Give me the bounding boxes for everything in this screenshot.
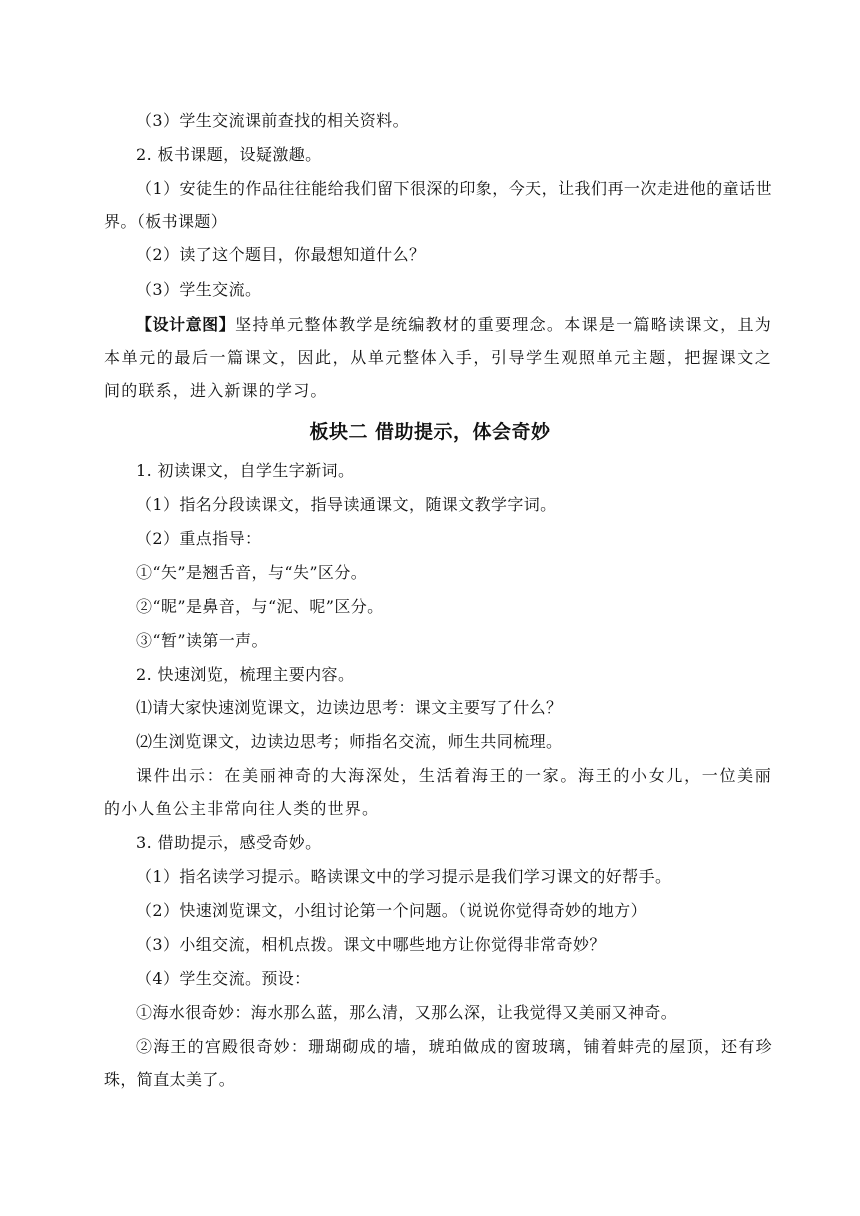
paragraph-group-discuss: （2）快速浏览课文，小组讨论第一个问题。（说说你觉得奇妙的地方） [136,901,647,920]
paragraph-group-exchange: （3）小组交流，相机点拨。课文中哪些地方让你觉得非常奇妙？ [136,935,606,954]
design-intent-label: 【设计意图】 [136,315,236,334]
paragraph-char-ni: ②“昵”是鼻音，与“泥、呢”区分。 [136,597,384,616]
paragraph-exchange-materials: （3）学生交流课前查找的相关资料。 [136,111,409,130]
paragraph-step-3-title: 3. 借助提示，感受奇妙。 [136,833,322,852]
paragraph-sea-water: ①海水很奇妙：海水那么蓝，那么清，又那么深，让我觉得又美丽又神奇。 [136,1003,678,1022]
paragraph-preset: （4）学生交流。预设： [136,969,311,988]
paragraph-step-2b-title: 2. 快速浏览，梳理主要内容。 [136,665,355,684]
paragraph-step-1-title: 1. 初读课文，自学生字新词。 [136,461,355,480]
section-heading: 板块二 借助提示，体会奇妙 [309,421,551,443]
paragraph-students-browse: ⑵生浏览课文，边读边思考；师指名交流，师生共同梳理。 [136,732,563,751]
paragraph-char-shi: ①“矢”是翘舌音，与“失”区分。 [136,563,368,582]
design-intent-paragraph [104,308,772,407]
paragraph-andersen-intro: （1）安徒生的作品往往能给我们留下很深的印象，今天，让我们再一次走进他的童话世界。（板书课题） [104,179,772,231]
paragraph-char-zan: ③“暂”读第一声。 [136,631,268,650]
paragraph-sea-palace: ②海王的宫殿很奇妙：珊瑚砌成的墙，琥珀做成的窗玻璃，铺着蚌壳的屋顶，还有珍珠，简直太美了。 [104,1037,772,1089]
paragraph-browse-text: ⑴请大家快速浏览课文，边读边思考：课文主要写了什么？ [136,698,563,717]
paragraph-key-guidance: （2）重点指导： [136,529,262,548]
courseware-display-paragraph: 课件出示：在美丽神奇的大海深处，生活着海王的一家。海王的小女儿，一位美丽的小人鱼公主非常向往人类的世界。 [104,766,772,818]
paragraph-students-exchange: （3）学生交流。 [136,280,262,299]
paragraph-step-2-title: 2. 板书课题，设疑激趣。 [136,145,322,164]
paragraph-read-prompt: （1）指名读学习提示。略读课文中的学习提示是我们学习课文的好帮手。 [136,867,672,886]
paragraph-read-by-section: （1）指名分段读课文，指导读通课文，随课文教学字词。 [136,495,557,514]
design-intent-text: 坚持单元整体教学是统编教材的重要理念。本课是一篇略读课文，且为本单元的最后一篇课文，因此，从单元整体入手，引导学生观照单元主题，把握课文之间的联系，进入新课的学习。 [104,315,773,400]
paragraph-question: （2）读了这个题目，你最想知道什么？ [136,245,426,264]
